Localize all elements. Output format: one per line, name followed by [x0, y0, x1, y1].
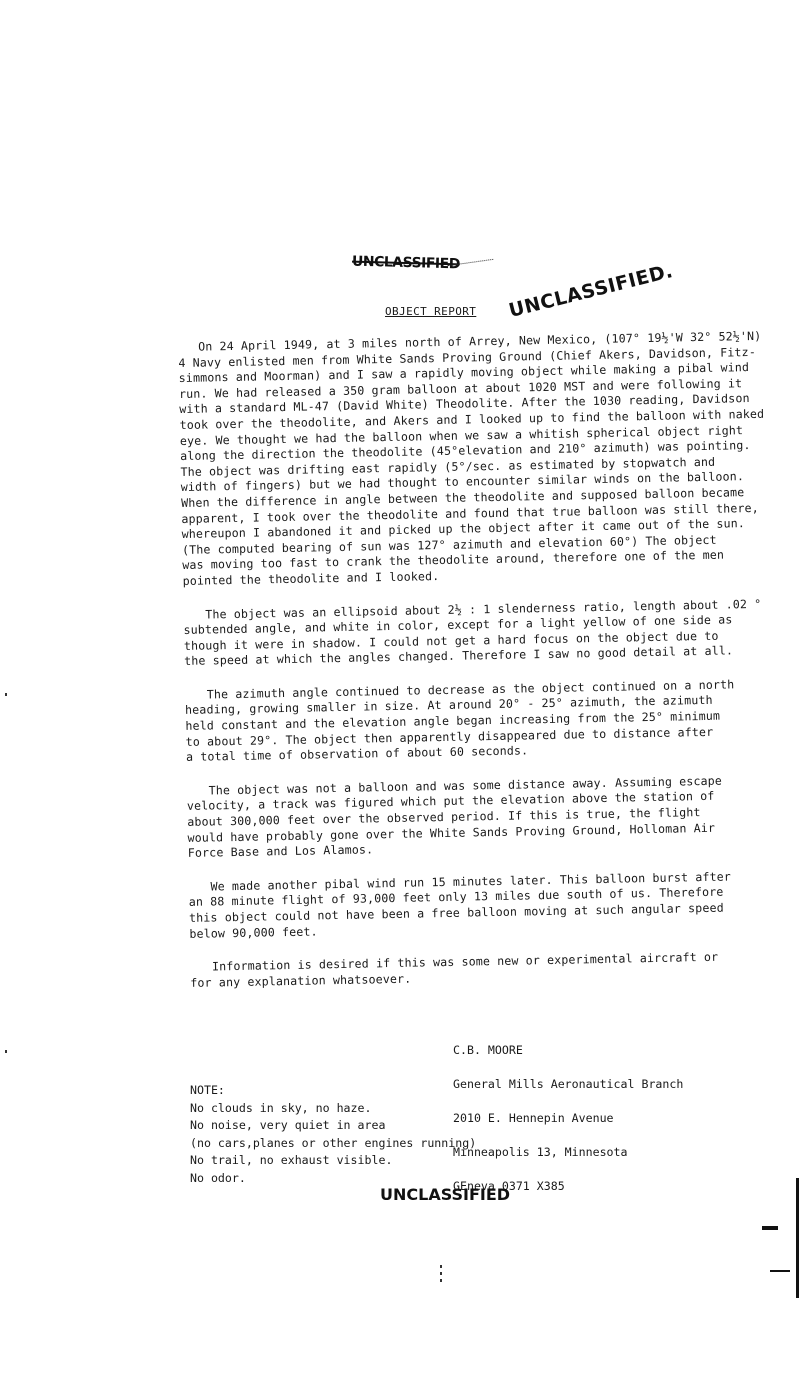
paragraph-sighting: On 24 April 1949, at 3 miles north of Arrey, New Mexico, (107° 19½'W 32° 52½'N) 4 Navy enlisted men from White Sands Proving Ground (Chief Akers, Davidson, Fitz- simmons and Moorman) and I saw a rapidly moving object while making a pibal wind run. We had released a 350 gram balloon at about 1020 MST and were following it with a standard ML-47 (David White) Theodolite. After the 1030 reading, Davidson took over the theodolite, and Akers and I looked up to find the balloon with naked eye. We thought we had the balloon when we saw a whitish spherical object right along the direction the theodolite (45°elevation and 210° azimuth) was pointing. The object was drifting east rapidly (5°/sec. as estimated by stopwatch and width of fingers) but we had thought to encounter similar winds on the balloon. When the difference in angle between the theodolite and supposed balloon became apparent, I took over the theodolite and found that true balloon was still there, whereupon I abandoned it and picked up the object after it came out of the sun. (The computed bearing of sun was 127° azimuth and elevation 60°) The object was moving too fast to crank the theodolite around, therefore one of the men pointed the theodolite and I looked. — [178, 328, 765, 588]
margin-mark — [770, 1270, 790, 1272]
signature-org: General Mills Aeronautical Branch — [453, 1077, 684, 1091]
scan-speck — [440, 1272, 442, 1275]
note-line: No noise, very quiet in area — [190, 1118, 386, 1132]
paragraph-pibal-run: We made another pibal wind run 15 minutes later. This balloon burst after an 88 minute flight of 93,000 feet only 13 miles due south of us. Therefore this object could not have been a free balloon moving at such angular speed below 90,000 feet. — [188, 869, 732, 941]
classification-stamp-top: UNCLASSIFIED — [351, 253, 461, 273]
paragraph-object-description: The object was an ellipsoid about 2½ : 1 slenderness ratio, length about .02 ° subtended angle, and white in color, except for a light yellow of one side as though it were in shadow. I could not get a hard focus on the object due to the speed at which the angles changed. Therefore I saw no good detail at all. — [183, 596, 762, 669]
note-line: No trail, no exhaust visible. — [190, 1153, 393, 1167]
scan-speck — [440, 1279, 442, 1282]
signature-city: Minneapolis 13, Minnesota — [453, 1145, 628, 1159]
paragraph-not-balloon: The object was not a balloon and was some distance away. Assuming escape velocity, a track was figured which put the elevation above the station of about 300,000 feet over the observed period. If this is true, the flight would have probably gone over the White Sands Proving Ground, Holloman Air Force Base and Los Alamos. — [186, 773, 723, 861]
paragraph-azimuth: The azimuth angle continued to decrease as the object continued on a north heading, growing smaller in size. At around 20° - 25° azimuth, the azimuth held constant and the elevation angle began increasing from the 25° minimum to about 29°. The object then apparently disappeared due to distance after a total time of observation of about 60 seconds. — [184, 677, 735, 765]
paragraph-request: Information is desired if this was some new or experimental aircraft or for any explanation whatsoever. — [190, 949, 719, 990]
scan-speck — [5, 693, 7, 696]
note-line: No clouds in sky, no haze. — [190, 1100, 372, 1115]
classification-stamp-diagonal: UNCLASSIFIED. — [506, 259, 676, 322]
page-edge-mark — [796, 1178, 799, 1298]
scan-speck — [440, 1265, 442, 1268]
note-line: (no cars,planes or other engines running) — [190, 1135, 477, 1150]
classification-stamp-bottom: UNCLASSIFIED — [380, 1185, 511, 1204]
report-body — [178, 328, 791, 1009]
scan-speck — [5, 1050, 7, 1053]
note-block — [190, 1082, 476, 1187]
report-heading: OBJECT REPORT — [385, 305, 477, 318]
margin-mark — [762, 1226, 778, 1230]
note-title: NOTE: — [190, 1083, 225, 1097]
note-line: No odor. — [190, 1170, 246, 1185]
signature-street: 2010 E. Hennepin Avenue — [453, 1111, 614, 1125]
signature-phone: GEneva 0371 X385 — [453, 1179, 565, 1193]
signature-block — [453, 1025, 683, 1212]
signature-name: C.B. MOORE — [453, 1043, 523, 1057]
